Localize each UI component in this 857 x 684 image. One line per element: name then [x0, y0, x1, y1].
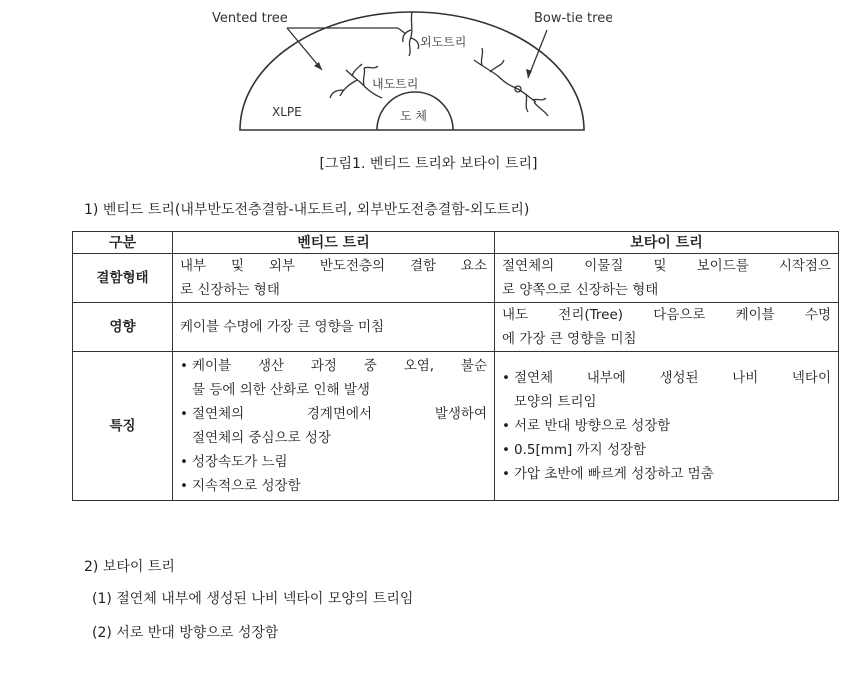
item-line: 모양의 트리임 [514, 394, 597, 410]
tree-diagram [212, 8, 612, 136]
cell-line: 내도 전리(Tree) 다음으로 케이블 수명 [502, 307, 831, 323]
section-2-item-2: (2) 서로 반대 방향으로 성장함 [92, 625, 279, 641]
inner-tree-label: 내도트리 [372, 77, 419, 91]
bowtie-label: Bow-tie tree [534, 11, 612, 26]
section-2-item-1: (1) 절연체 내부에 생성된 나비 넥타이 모양의 트리임 [92, 591, 414, 607]
item-line: 0.5[mm] 까지 성장함 [514, 442, 647, 458]
row-label: 특징 [73, 352, 173, 501]
bowtie-cell [495, 254, 839, 303]
bowtie-tree [474, 48, 548, 116]
item-line: • 절연체 내부에 생성된 나비 넥타이 [514, 370, 831, 386]
item-line: • 케이블 생산 과정 중 오염, 불순 [192, 358, 487, 374]
outer-tree-label: 외도트리 [420, 35, 467, 49]
header-bowtie: 보타이 트리 [495, 232, 839, 254]
item-line: 가압 초반에 빠르게 성장하고 멈춤 [514, 466, 714, 482]
list-item [502, 462, 831, 486]
item-line: 성장속도가 느림 [192, 454, 288, 470]
table-header-row [73, 232, 839, 254]
row-label: 결함형태 [73, 254, 173, 303]
outer-tree [403, 12, 419, 56]
section-1-title: 1) 벤티드 트리(내부반도전층결함-내도트리, 외부반도전층결함-외도트리) [84, 202, 530, 218]
vented-cell [173, 303, 495, 352]
item-line: 서로 반대 방향으로 성장함 [514, 418, 671, 434]
table-row-defect [73, 254, 839, 303]
cell-line: 로 신장하는 형태 [180, 282, 280, 298]
cell-line: 절연체의 이물질 및 보이드를 시작점으 [502, 258, 831, 274]
section-2-title: 2) 보타이 트리 [84, 559, 175, 575]
conductor-label: 도 체 [400, 109, 427, 123]
tree-figure [212, 8, 612, 140]
header-category: 구분 [73, 232, 173, 254]
comparison-table [72, 231, 839, 501]
vented-label: Vented tree [212, 11, 288, 26]
list-item [180, 354, 487, 402]
bowtie-cell [495, 352, 839, 501]
list-item [502, 366, 831, 414]
vented-feature-list [180, 354, 487, 498]
bowtie-cell [495, 303, 839, 352]
item-line: 지속적으로 성장함 [192, 478, 301, 494]
item-line: • 절연체의 경계면에서 발생하여 [192, 406, 487, 422]
header-vented: 벤티드 트리 [173, 232, 495, 254]
list-item [180, 450, 487, 474]
vented-cell [173, 352, 495, 501]
cell-line: 케이블 수명에 가장 큰 영향을 미침 [180, 319, 385, 335]
cell-line: 에 가장 큰 영향을 미침 [502, 331, 637, 347]
cell-line: 내부 및 외부 반도전층의 결함 요소 [180, 258, 487, 274]
xlpe-label: XLPE [272, 105, 302, 119]
list-item [180, 402, 487, 450]
item-line: 물 등에 의한 산화로 인해 발생 [192, 382, 370, 398]
table-row-impact [73, 303, 839, 352]
figure-caption: [그림1. 벤티드 트리와 보타이 트리] [319, 156, 538, 172]
list-item [502, 414, 831, 438]
bowtie-feature-list [502, 366, 831, 486]
vented-cell [173, 254, 495, 303]
table-row-features [73, 352, 839, 501]
item-line: 절연체의 중심으로 성장 [192, 430, 331, 446]
cell-line: 로 양쪽으로 신장하는 형태 [502, 282, 659, 298]
list-item [180, 474, 487, 498]
list-item [502, 438, 831, 462]
row-label: 영향 [73, 303, 173, 352]
